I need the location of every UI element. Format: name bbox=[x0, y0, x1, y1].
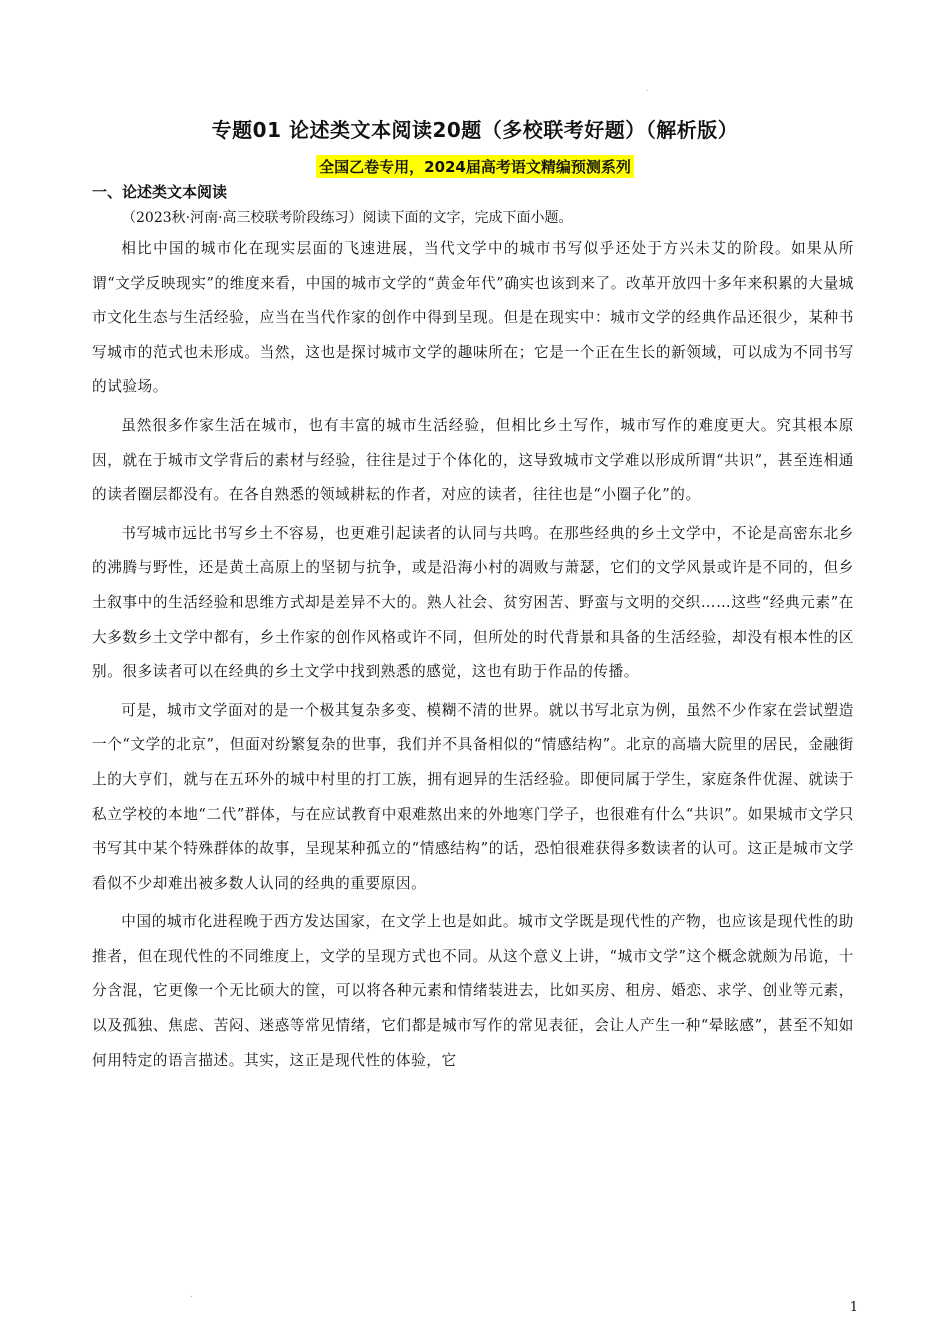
passage-paragraph: 可是，城市文学面对的是一个极其复杂多变、模糊不清的世界。就以书写北京为例，虽然不少作家在尝试塑造一个“文学的北京”，但面对纷繁复杂的世事，我们并不具备相似的“情感结构”。北京的高墙大院里的居民，金融街上的大亨们，就与在五环外的城中村里的打工族，拥有迥异的生活经验。即便同属于学生，家庭条件优渥、就读于私立学校的本地“二代”群体，与在应试教育中艰难熬出来的外地寒门学子，也很难有什么“共识”。如果城市文学只书写其中某个特殊群体的故事，呈现某种孤立的“情感结构”的话，恐怕很难获得多数读者的认可。这正是城市文学看似不少却难出被多数人认同的经典的重要原因。 bbox=[92, 701, 854, 892]
scan-dot: . bbox=[646, 84, 649, 93]
question-source-line: （2023秋·河南·高三校联考阶段练习）阅读下面的文字，完成下面小题。 bbox=[122, 210, 573, 226]
passage-body bbox=[92, 232, 854, 1082]
passage-paragraph: 相比中国的城市化在现实层面的飞速进展，当代文学中的城市书写似乎还处于方兴未艾的阶段。如果从所谓“文学反映现实”的维度来看，中国的城市文学的“黄金年代”确实也该到来了。改革开放四十多年来积累的大量城市文化生态与生活经验，应当在当代作家的创作中得到呈现。但是在现实中：城市文学的经典作品还很少，某种书写城市的范式也未形成。当然，这也是探讨城市文学的趣味所在；它是一个正在生长的新领域，可以成为不同书写的试验场。 bbox=[92, 240, 854, 396]
page-number: 1 bbox=[849, 1300, 858, 1315]
document-title: 专题01 论述类文本阅读20题（多校联考好题）（解析版） bbox=[211, 118, 739, 142]
scan-dot: . bbox=[190, 1290, 193, 1299]
subtitle-container bbox=[0, 155, 950, 178]
passage-paragraph: 中国的城市化进程晚于西方发达国家，在文学上也是如此。城市文学既是现代性的产物，也应该是现代性的助推者，但在现代性的不同维度上，文学的呈现方式也不同。从这个意义上讲，“城市文学”这个概念就颇为吊诡，十分含混，它更像一个无比硕大的筐，可以将各种元素和情绪装进去，比如买房、租房、婚恋、求学、创业等元素，以及孤独、焦虑、苦闷、迷惑等常见情绪，它们都是城市写作的常见表征，会让人产生一种“晕眩感”，甚至不知如何用特定的语言描述。其实，这正是现代性的体验，它 bbox=[92, 913, 854, 1069]
document-subtitle: 全国乙卷专用，2024届高考语文精编预测系列 bbox=[316, 155, 634, 178]
passage-paragraph: 虽然很多作家生活在城市，也有丰富的城市生活经验，但相比乡土写作，城市写作的难度更大。究其根本原因，就在于城市文学背后的素材与经验，往往是过于个体化的，这导致城市文学难以形成所谓“共识”，甚至连相通的读者圈层都没有。在各自熟悉的领域耕耘的作者，对应的读者，往往也是“小圈子化”的。 bbox=[92, 416, 854, 504]
section-heading: 一、论述类文本阅读 bbox=[92, 183, 228, 201]
passage-paragraph: 书写城市远比书写乡土不容易，也更难引起读者的认同与共鸣。在那些经典的乡土文学中，不论是高密东北乡的沸腾与野性，还是黄土高原上的坚韧与抗争，或是沿海小村的凋败与萧瑟，它们的文学风景或许是不同的，但乡土叙事中的生活经验和思维方式却是差异不大的。熟人社会、贫穷困苦、野蛮与文明的交织……这些“经典元素”在大多数乡土文学中都有，乡土作家的创作风格或许不同，但所处的时代背景和具备的生活经验，却没有根本性的区别。很多读者可以在经典的乡土文学中找到熟悉的感觉，这也有助于作品的传播。 bbox=[92, 524, 854, 681]
